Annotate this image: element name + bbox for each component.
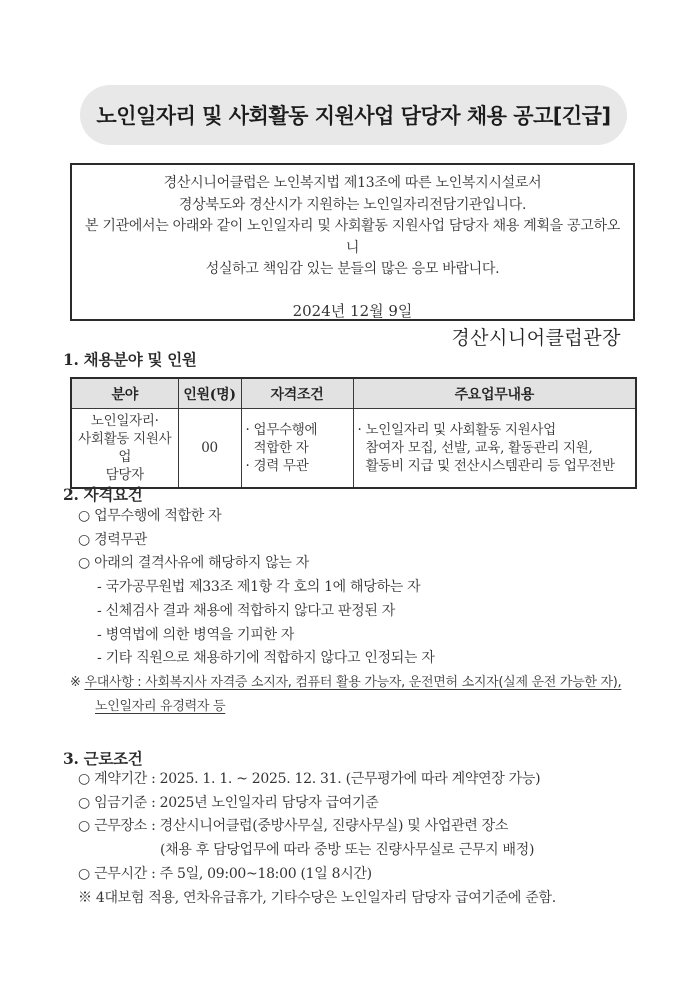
table-header-row — [71, 378, 636, 409]
preferential-note-line1 — [0, 671, 700, 695]
cell-count: 00 — [178, 409, 241, 489]
work-condition-item: ○ 근무시간 : 주 5일, 09:00~18:00 (1일 8시간) — [78, 865, 372, 882]
section3-heading: 3. 근로조건 — [63, 749, 143, 768]
disqualification-item: - 신체검사 결과 채용에 적합하지 않다고 판정된 자 — [97, 602, 395, 619]
table-row — [71, 409, 636, 489]
cell-duties — [353, 409, 636, 489]
note-marker: ※ — [70, 674, 85, 690]
notice-signer: 경산시니어클럽관장 — [451, 326, 621, 349]
col-header-field: 분야 — [71, 378, 178, 409]
intro-line: 경산시니어클럽은 노인복지법 제13조에 따른 노인복지시설로서 — [163, 175, 542, 191]
cell-field-line: 노인일자리· — [90, 413, 159, 429]
disqualification-item: - 국가공무원법 제33조 제1항 각 호의 1에 해당하는 자 — [97, 579, 421, 596]
cell-field-line: 담당자 — [105, 467, 144, 483]
cell-qualification — [241, 409, 353, 489]
section3-list — [0, 768, 700, 910]
intro-line: 성실하고 책임감 있는 분들의 많은 응모 바랍니다. — [205, 261, 500, 277]
intro-box — [70, 163, 635, 349]
preferential-note-text: 우대사항 : 사회복지사 자격증 소지자, 컴퓨터 활용 가능자, 운전면허 소지자(실제 운전 가능한 자), — [84, 674, 622, 690]
work-condition-item: ○ 계약기간 : 2025. 1. 1. ~ 2025. 12. 31. (근무평가에 따라 계약연장 가능) — [78, 771, 541, 787]
cell-field-line: 사회활동 지원사업 — [78, 431, 172, 465]
preferential-note-line2 — [0, 695, 700, 719]
col-header-count: 인원(명) — [178, 378, 241, 409]
cell-qualification-line: 적합한 자 — [245, 440, 309, 456]
cell-qualification-line: · 업무수행에 — [245, 422, 318, 438]
intro-line: 본 기관에서는 아래와 같이 노인일자리 및 사회활동 지원사업 담당자 채용 계획을 공고하오니 — [85, 218, 620, 256]
cell-qualification-line: · 경력 무관 — [245, 458, 309, 474]
notice-date: 2024년 12월 9일 — [292, 301, 413, 320]
disqualification-item: - 기타 직원으로 채용하기에 적합하지 않다고 인정되는 자 — [97, 650, 435, 667]
col-header-qualification: 자격조건 — [241, 378, 353, 409]
qualification-item: ○ 아래의 결격사유에 해당하지 않는 자 — [78, 555, 310, 572]
col-header-duties: 주요업무내용 — [353, 378, 636, 409]
preferential-note-text: 노인일자리 유경력자 등 — [95, 698, 226, 714]
work-condition-item: ○ 임금기준 : 2025년 노인일자리 담당자 급여기준 — [78, 794, 379, 811]
cell-duties-line: 참여자 모집, 선발, 교육, 활동관리 지원, — [357, 440, 593, 456]
notice-title-banner — [80, 85, 627, 145]
work-condition-note: ※ 4대보험 적용, 연차유급휴가, 기타수당은 노인일자리 담당자 급여기준에 준함. — [78, 889, 556, 906]
cell-duties-line: · 노인일자리 및 사회활동 지원사업 — [357, 422, 556, 438]
cell-duties-line: 활동비 지급 및 전산시스템관리 등 업무전반 — [357, 458, 615, 474]
section2-heading: 2. 자격요건 — [63, 485, 143, 504]
section1-heading: 1. 채용분야 및 인원 — [63, 350, 197, 369]
recruit-table — [70, 377, 637, 489]
work-condition-item: ○ 근무장소 : 경산시니어클럽(중방사무실, 진량사무실) 및 사업관련 장소 — [78, 818, 509, 835]
section2-list — [0, 505, 700, 718]
work-condition-continuation: (채용 후 담당업무에 따라 중방 또는 진량사무실로 근무지 배정) — [160, 842, 535, 859]
notice-title: 노인일자리 및 사회활동 지원사업 담당자 채용 공고[긴급] — [96, 104, 611, 128]
qualification-item: ○ 업무수행에 적합한 자 — [78, 508, 222, 524]
intro-line: 경상북도와 경산시가 지원하는 노인일자리전담기관입니다. — [178, 196, 527, 213]
cell-field — [71, 409, 178, 489]
qualification-item: ○ 경력무관 — [78, 531, 147, 548]
disqualification-item: - 병역법에 의한 병역을 기피한 자 — [97, 626, 295, 643]
